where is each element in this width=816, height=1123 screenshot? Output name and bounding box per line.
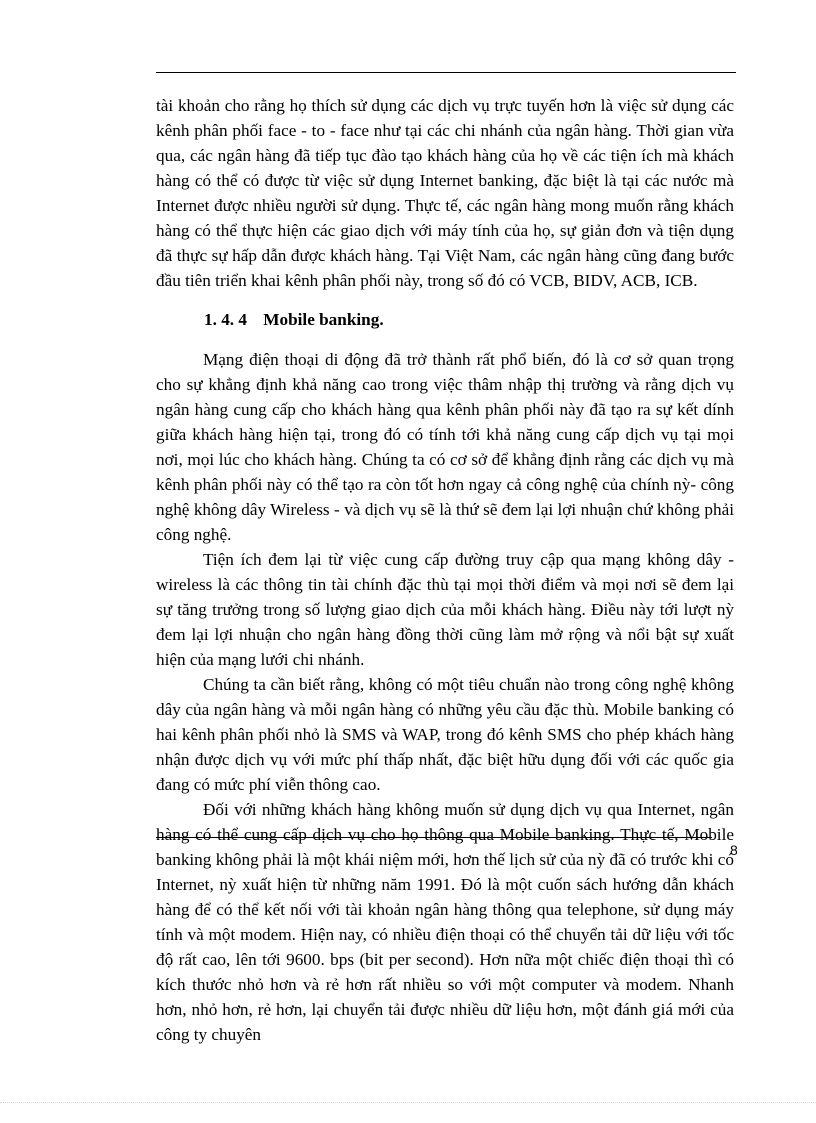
paragraph: Mạng điện thoại di động đã trở thành rất phổ biến, đó là cơ sở quan trọng cho sự khẳng định khả năng cao trong việc thâm nhập thị trường và rằng dịch vụ ngân hàng cung cấp cho khách hàng qua kênh phân phối này đã tạo ra sự kết dính giữa khách hàng hiện tại, trong đó có tính tới khả năng cung cấp dịch vụ tại mọi nơi, mọi lúc cho khách hàng. Chúng ta có cơ sở để khẳng định rằng các dịch vụ mà kênh phân phối này có thể tạo ra còn tốt hơn ngay cả công nghệ của chính nỳ- công nghệ không dây Wireless - và dịch vụ sẽ là thứ sẽ đem lại lợi nhuận chứ không phải công nghệ. — [156, 350, 734, 544]
paragraph: Chúng ta cần biết rằng, không có một tiêu chuẩn nào trong công nghệ không dây của ngân hàng và mỗi ngân hàng có những yêu cầu đặc thù. Mobile banking có hai kênh phân phối nhỏ là SMS và WAP, trong đó kênh SMS cho phép khách hàng nhận được dịch vụ với mức phí thấp nhất, đặc biệt hữu dụng đối với các quốc gia đang có mức phí viễn thông cao. — [156, 675, 734, 794]
section-number: 1. 4. 4 — [204, 310, 247, 329]
paragraph: Tiện ích đem lại từ việc cung cấp đường truy cập qua mạng không dây - wireless là các thông tin tài chính đặc thù tại mọi thời điểm và mọi nơi sẽ đem lại sự tăng trưởng trong số lượng giao dịch của mỗi khách hàng. Điều này tới lượt nỳ đem lại lợi nhuận cho ngân hàng đồng thời cũng làm mở rộng và nổi bật sự xuất hiện của mạng lưới chi nhánh. — [156, 550, 734, 669]
section-title: Mobile banking. — [263, 310, 384, 329]
paragraph-continued: tài khoản cho rằng họ thích sử dụng các dịch vụ trực tuyến hơn là việc sử dụng các kênh phân phối face - to - face như tại các chi nhánh của ngân hàng. Thời gian vừa qua, các ngân hàng đã tiếp tục đào tạo khách hàng của họ về các tiện ích mà khách hàng có thể có được từ việc sử dụng Internet banking, đặc biệt là tại các nước mà Internet được nhiều người sử dụng. Thực tế, các ngân hàng mong muốn rằng khách hàng có thể thực hiện các giao dịch với máy tính của họ, sự giản đơn và tiện dụng đã thực sự hấp dẫn được khách hàng. Tại Việt Nam, các ngân hàng cũng đang bước đầu tiên triển khai kênh phân phối này, trong số đó có VCB, BIDV, ACB, ICB. — [156, 96, 734, 290]
paragraph: Đối với những khách hàng không muốn sử dụng dịch vụ qua Internet, ngân hàng có thể cung cấp dịch vụ cho họ thông qua Mobile banking. Thực tế, Mobile banking không phải là một khái niệm mới, hơn thế lịch sử của nỳ đã có trước khi có Internet, nỳ xuất hiện từ những năm 1991. Đó là một cuốn sách hướng dẫn khách hàng để có thể kết nối với tài khoản ngân hàng thông qua telephone, sử dụng máy tính và một modem. Hiện nay, có nhiều điện thoại có thể chuyển tải dữ liệu với tốc độ rất cao, lên tới 9600. bps (bit per second). Hơn nữa một chiếc điện thoại thì có kích thước nhỏ hơn và rẻ hơn rất nhiều so với một computer và modem. Nhanh hơn, nhỏ hơn, rẻ hơn, lại chuyển tải được nhiều dữ liệu hơn, một đánh giá mới của công ty chuyên — [156, 800, 734, 1044]
body-text — [156, 93, 734, 1047]
section-heading — [156, 307, 734, 332]
page-number: 8 — [730, 842, 738, 858]
footer-rule — [156, 837, 712, 838]
page-edge-dots — [0, 1102, 816, 1103]
header-rule — [156, 72, 736, 73]
